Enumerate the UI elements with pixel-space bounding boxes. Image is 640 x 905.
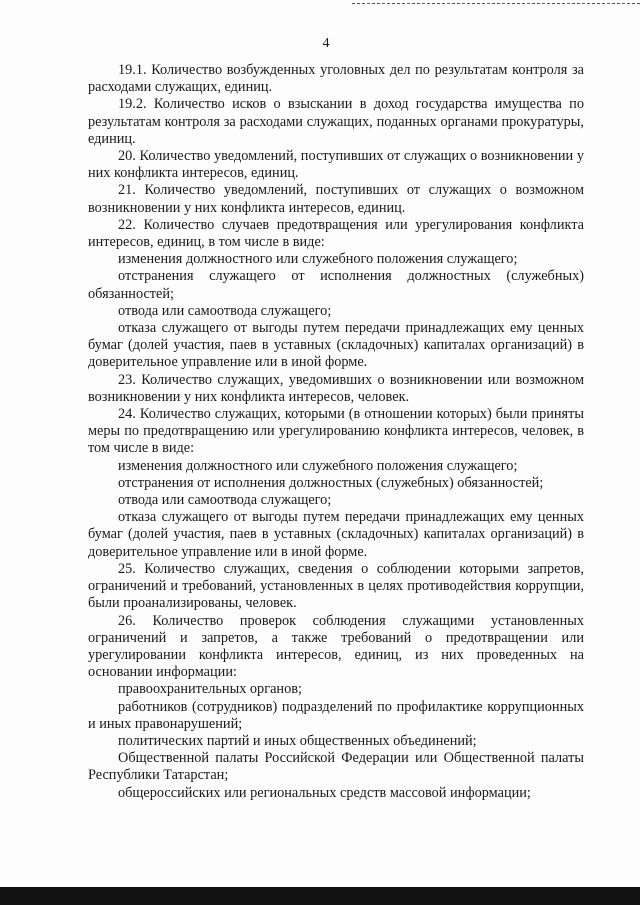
scan-bottom-border <box>0 887 640 905</box>
list-item: отстранения служащего от исполнения должностных (служебных) обязанностей; <box>88 268 584 302</box>
list-item: изменения должностного или служебного положения служащего; <box>118 457 518 474</box>
paragraph-24: 24. Количество служащих, которыми (в отношении которых) были приняты меры по предотвращению или урегулированию конфликта интересов, человек, в том числе в виде: <box>88 406 584 457</box>
list-item: отстранения от исполнения должностных (служебных) обязанностей; <box>118 474 544 491</box>
list-item: правоохранительных органов; <box>118 681 302 698</box>
list-item: изменения должностного или служебного положения служащего; <box>118 251 518 268</box>
list-item: отвода или самоотвода служащего; <box>118 302 332 319</box>
list-item: отвода или самоотвода служащего; <box>118 492 332 509</box>
page-number: 4 <box>322 36 330 51</box>
document-body <box>88 62 584 802</box>
scan-edge-mark <box>352 3 640 4</box>
paragraph-23: 23. Количество служащих, уведомивших о возникновении или возможном возникновении у них конфликта интересов, человек. <box>88 371 584 405</box>
paragraph-19-2: 19.2. Количество исков о взыскании в доход государства имущества по результатам контроля за расходами служащих, поданных органами прокуратуры, единиц. <box>88 96 584 147</box>
paragraph-22: 22. Количество случаев предотвращения или урегулирования конфликта интересов, единиц, в том числе в виде: <box>88 216 584 251</box>
list-item: политических партий и иных общественных объединений; <box>118 732 477 749</box>
list-item: отказа служащего от выгоды путем передачи принадлежащих ему ценных бумаг (долей участия, паев в уставных (складочных) капиталах организаций) в доверительное управление или в иной форме. <box>88 320 584 371</box>
paragraph-21: 21. Количество уведомлений, поступивших от служащих о возможном возникновении у них конфликта интересов, единиц. <box>88 182 584 216</box>
list-item: работников (сотрудников) подразделений по профилактике коррупционных и иных правонарушений; <box>88 698 584 732</box>
paragraph-26: 26. Количество проверок соблюдения служащими установленных ограничений и запретов, а также требований о предотвращении или урегулировании конфликта интересов, единиц, из них проведенных на основании информации: <box>88 612 584 681</box>
list-item: отказа служащего от выгоды путем передачи принадлежащих ему ценных бумаг (долей участия, паев в уставных (складочных) капиталах организаций) в доверительное управление или в иной форме. <box>88 509 584 560</box>
paragraph-19-1: 19.1. Количество возбужденных уголовных дел по результатам контроля за расходами служащих, единиц. <box>88 62 584 96</box>
list-item: общероссийских или региональных средств массовой информации; <box>118 784 531 801</box>
paragraph-20: 20. Количество уведомлений, поступивших от служащих о возникновении у них конфликта интересов, единиц. <box>88 148 584 182</box>
list-item: Общественной палаты Российской Федерации или Общественной палаты Республики Татарстан; <box>88 750 584 784</box>
paragraph-25: 25. Количество служащих, сведения о соблюдении которыми запретов, ограничений и требований, установленных в целях противодействия коррупции, были проанализированы, человек. <box>88 560 584 612</box>
